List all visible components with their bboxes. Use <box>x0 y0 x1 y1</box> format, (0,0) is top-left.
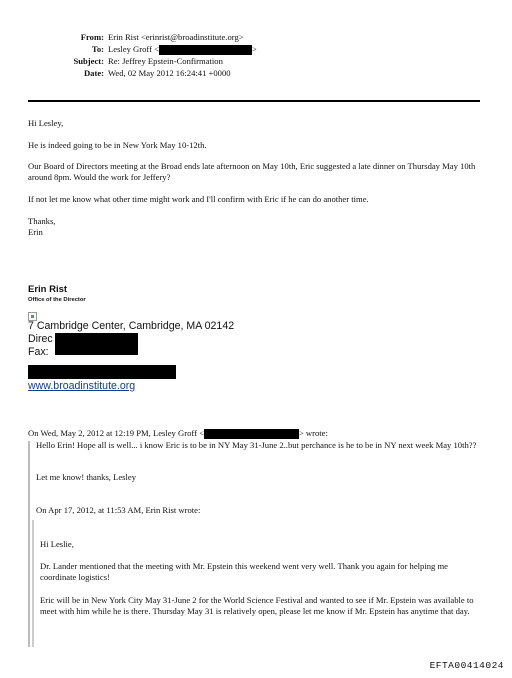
signature-name: Erin Rist <box>28 284 68 295</box>
signature-fax <box>28 346 49 359</box>
quoted-2-paragraph-2: Eric will be in New York City May 31-June 2 for the World Science Festival and wanted to see if Mr. Epstein was available to meet with him while he is there. Thursday May 31 is relatively open, please let me know if Mr. Epstein has anytime that day. <box>40 595 474 616</box>
message-greeting: Hi Lesley, <box>28 118 64 128</box>
redaction-bar <box>28 365 176 379</box>
message-paragraph-1: He is indeed going to be in New York May 10-12th. <box>28 140 207 150</box>
subject-value: Re: Jeffrey Epstein-Confirmation <box>108 56 223 66</box>
subject-row <box>0 56 512 68</box>
date-row <box>0 68 512 80</box>
signature-address: 7 Cambridge Center, Cambridge, MA 02142 <box>28 320 235 332</box>
to-row <box>0 44 512 56</box>
subject-label: Subject: <box>73 56 104 66</box>
to-suffix: > <box>251 44 257 54</box>
quoted-2-paragraph-1: Dr. Lander mentioned that the meeting with Mr. Epstein this weekend went very well. Thank you again for helping me coordinate logistics! <box>40 561 448 582</box>
to-prefix: Lesley Groff < <box>108 44 159 54</box>
redaction-bar <box>204 429 299 439</box>
email-header <box>0 32 512 80</box>
message-paragraph-2: Our Board of Directors meeting at the Broad ends late afternoon on May 10th, Eric suggested a late dinner on Thursday May 10th around 8pm. Would the work for Jeffery? <box>28 161 476 182</box>
from-row <box>0 32 512 44</box>
from-value: Erin Rist <erinrist@broadinstitute.org> <box>108 32 244 42</box>
fax-label: Fax: <box>28 346 49 358</box>
quoted-header-2: On Apr 17, 2012, at 11:53 AM, Erin Rist wrote: <box>36 505 201 515</box>
quoted-header-1-prefix: On Wed, May 2, 2012 at 12:19 PM, Lesley Groff < <box>28 428 204 438</box>
document-id: EFTA00414024 <box>429 660 504 671</box>
quoted-2-greeting: Hi Leslie, <box>40 539 74 549</box>
quoted-header-1 <box>28 428 328 439</box>
message-closing: Thanks, <box>28 216 56 226</box>
redaction-bar <box>159 45 252 55</box>
quoted-header-1-suffix: > wrote: <box>298 428 328 438</box>
header-divider <box>28 100 480 102</box>
message-signoff: Erin <box>28 227 43 237</box>
redaction-bar <box>55 333 138 355</box>
quote-bar <box>32 520 34 647</box>
to-label: To: <box>91 44 104 54</box>
quoted-1-paragraph-2: Let me know! thanks, Lesley <box>36 472 136 482</box>
message-paragraph-3: If not let me know what other time might work and I'll confirm with Eric if he can do another time. <box>28 194 369 204</box>
date-label: Date: <box>83 68 104 78</box>
website-link[interactable]: www.broadinstitute.org <box>28 380 136 392</box>
direct-label: Direc <box>28 333 53 345</box>
from-label: From: <box>80 32 104 42</box>
signature-direct <box>28 333 53 346</box>
quoted-1-paragraph-1: Hello Erin! Hope all is well... i know Eric is to be in NY May 31-June 2..but perchance is he to be in NY next week May 10th?? <box>36 440 477 450</box>
to-value <box>108 44 257 55</box>
signature-office: Office of the Director <box>28 297 86 303</box>
quote-bar <box>28 441 30 647</box>
date-value: Wed, 02 May 2012 16:24:41 +0000 <box>108 68 231 78</box>
